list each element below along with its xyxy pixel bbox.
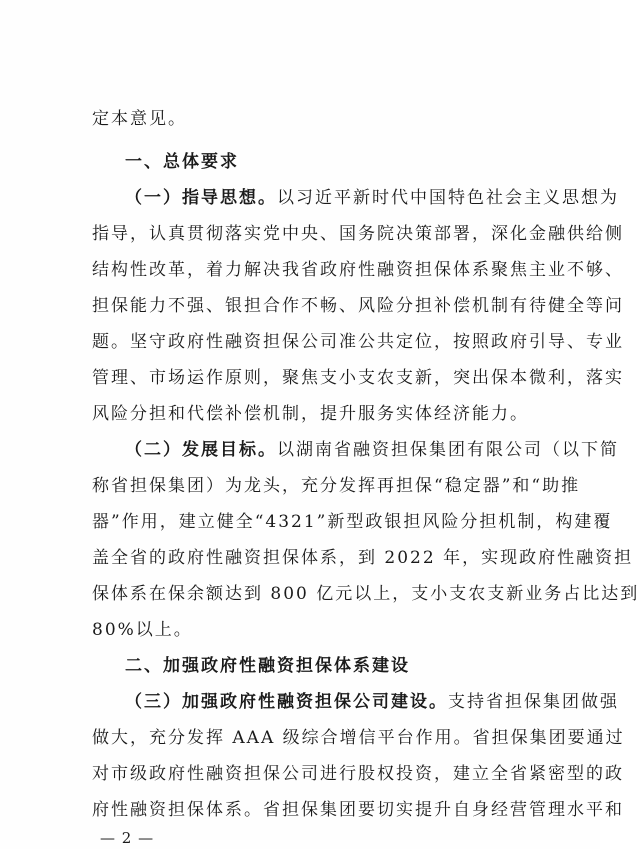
item-3-first-line	[125, 694, 619, 711]
item-3-line-1: 支持省担保集团做强	[448, 692, 619, 712]
item-1-line-1: 以习近平新时代中国特色社会主义思想为	[277, 188, 619, 208]
item-1-line-3: 结构性改革，着力解决我省政府性融资担保体系聚焦主业不够、	[92, 260, 624, 280]
item-2-first-line	[125, 442, 619, 459]
item-2-line-6: 80%以上。	[92, 620, 193, 640]
item-2-label: （二）发展目标。	[125, 440, 277, 460]
item-3-label: （三）加强政府性融资担保公司建设。	[125, 692, 448, 712]
item-1-line-4: 担保能力不强、银担合作不畅、风险分担补偿机制有待健全等问	[92, 296, 624, 316]
item-2-line-4: 盖全省的政府性融资担保体系，到 2022 年，实现政府性融资担	[92, 548, 634, 568]
item-2-line-3: 器”作用，建立健全“4321”新型政银担风险分担机制，构建覆	[92, 512, 613, 532]
item-2-line-1: 以湖南省融资担保集团有限公司（以下简	[277, 440, 619, 460]
section-2-heading: 二、加强政府性融资担保体系建设	[125, 656, 410, 676]
page-number: — 2 —	[100, 829, 155, 847]
item-1-line-5: 题。坚守政府性融资担保公司准公共定位，按照政府引导、专业	[92, 332, 624, 352]
item-1-line-6: 管理、市场运作原则，聚焦支小支农支新，突出保本微利，落实	[92, 368, 624, 388]
item-3-line-2: 做大，充分发挥 AAA 级综合增信平台作用。省担保集团要通过	[92, 728, 625, 748]
section-1-heading: 一、总体要求	[125, 152, 239, 172]
item-2-line-5: 保体系在保余额达到 800 亿元以上，支小支农支新业务占比达到	[92, 584, 639, 604]
intro-tail: 定本意见。	[92, 109, 187, 129]
item-2-line-2: 称省担保集团）为龙头，充分发挥再担保“稳定器”和“助推	[92, 476, 581, 496]
item-1-line-7: 风险分担和代偿补偿机制，提升服务实体经济能力。	[92, 404, 529, 424]
item-1-line-2: 指导，认真贯彻落实党中央、国务院决策部署，深化金融供给侧	[92, 224, 624, 244]
item-1-first-line	[125, 190, 619, 207]
item-3-line-3: 对市级政府性融资担保公司进行股权投资，建立全省紧密型的政	[92, 764, 624, 784]
item-3-line-4: 府性融资担保体系。省担保集团要切实提升自身经营管理水平和	[92, 800, 624, 820]
item-1-label: （一）指导思想。	[125, 188, 277, 208]
